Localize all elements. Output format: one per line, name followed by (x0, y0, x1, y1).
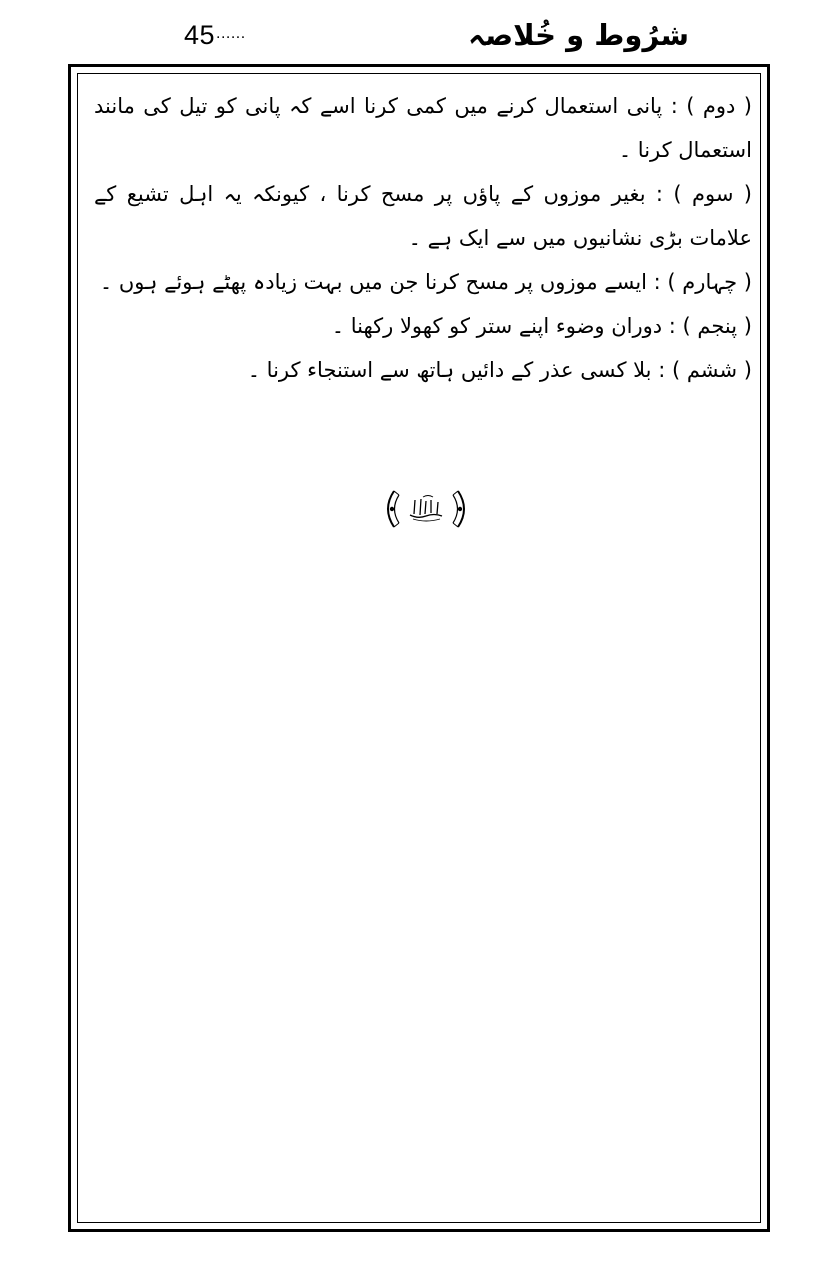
calligraphy-ornament (380, 489, 472, 529)
page-number: 45 (184, 20, 216, 50)
page-content (94, 84, 752, 392)
paragraph-som: ( سوم ) : بغیر موزوں کے پاؤں پر مسح کرنا ، کیونکہ یہ اہل تشیع کے علامات بڑی نشانیوں میں سے ایک ہے ۔ (94, 182, 752, 250)
page-border-outer (68, 64, 770, 1232)
book-title: شرُوط و خُلاصہ (468, 18, 689, 52)
page-number-dots: ...... (216, 25, 246, 42)
page-border-inner (77, 73, 761, 1223)
page-header (0, 0, 825, 64)
paragraph-panjum: ( پنجم ) : دوران وضوء اپنے ستر کو کھولا رکھنا ۔ (331, 314, 752, 338)
paragraph-shasham: ( ششم ) : بلا کسی عذر کے دائیں ہاتھ سے استنجاء کرنا ۔ (247, 358, 752, 382)
paragraph-chaharum: ( چہارم ) : ایسے موزوں پر مسح کرنا جن میں بہت زیادہ پھٹے ہوئے ہوں ۔ (99, 270, 752, 294)
paragraph-dom: ( دوم ) : پانی استعمال کرنے میں کمی کرنا اسے کہ پانی کو تیل کی مانند استعمال کرنا ۔ (94, 94, 752, 162)
